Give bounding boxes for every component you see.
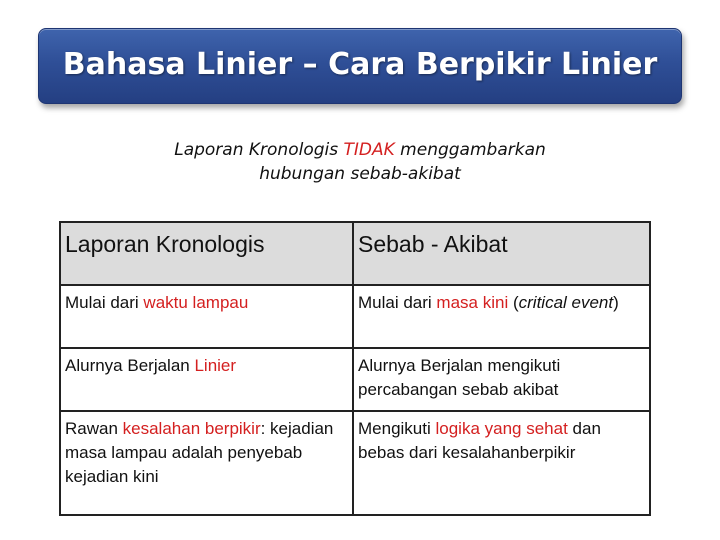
row3-left-emphasis: kesalahan berpikir <box>122 419 261 438</box>
slide-title: Bahasa Linier – Cara Berpikir Linier <box>62 47 658 82</box>
row2-right-text: Alurnya Berjalan mengikuti percabangan sebab akibat <box>358 356 561 399</box>
row1-left-emphasis: waktu lampau <box>143 293 249 312</box>
row3-right-cell <box>353 411 650 515</box>
row2-left-text: Alurnya Berjalan <box>65 356 195 375</box>
row3-left-cell <box>60 411 353 515</box>
slide-subtitle <box>100 138 620 186</box>
comparison-table <box>59 221 651 516</box>
row3-left-text: Rawan <box>65 419 123 438</box>
title-banner <box>38 28 682 104</box>
table-row <box>60 285 650 348</box>
row3-right-text: Mengikuti <box>358 419 436 438</box>
row1-right-italic: critical event <box>518 293 614 312</box>
row3-right-emphasis: logika yang sehat <box>435 419 568 438</box>
table-row <box>60 348 650 411</box>
header-laporan-kronologis: Laporan Kronologis <box>60 222 353 285</box>
row2-left-cell <box>60 348 353 411</box>
table-row <box>60 411 650 515</box>
header-sebab-akibat: Sebab - Akibat <box>353 222 650 285</box>
subtitle-part1: Laporan Kronologis <box>174 140 344 160</box>
row3-left-rest: : kejadian masa lampau adalah penyebab kejadian kini <box>65 419 334 486</box>
row1-right-emphasis: masa kini <box>436 293 509 312</box>
row2-right-cell <box>353 348 650 411</box>
row1-left-text: Mulai dari <box>65 293 144 312</box>
subtitle-emphasis: TIDAK <box>343 140 395 160</box>
subtitle-part2: menggambarkan <box>394 140 546 160</box>
row1-right-paren-close: ) <box>613 293 619 312</box>
row2-left-emphasis: Linier <box>194 356 237 375</box>
row1-right-text: Mulai dari <box>358 293 437 312</box>
row3-right-rest: dan bebas dari kesalahanberpikir <box>358 419 601 462</box>
row1-right-cell <box>353 285 650 348</box>
row1-left-cell <box>60 285 353 348</box>
table-header-row <box>60 222 650 285</box>
row1-right-paren-open: ( <box>508 293 519 312</box>
subtitle-line2: hubungan sebab-akibat <box>259 164 461 184</box>
